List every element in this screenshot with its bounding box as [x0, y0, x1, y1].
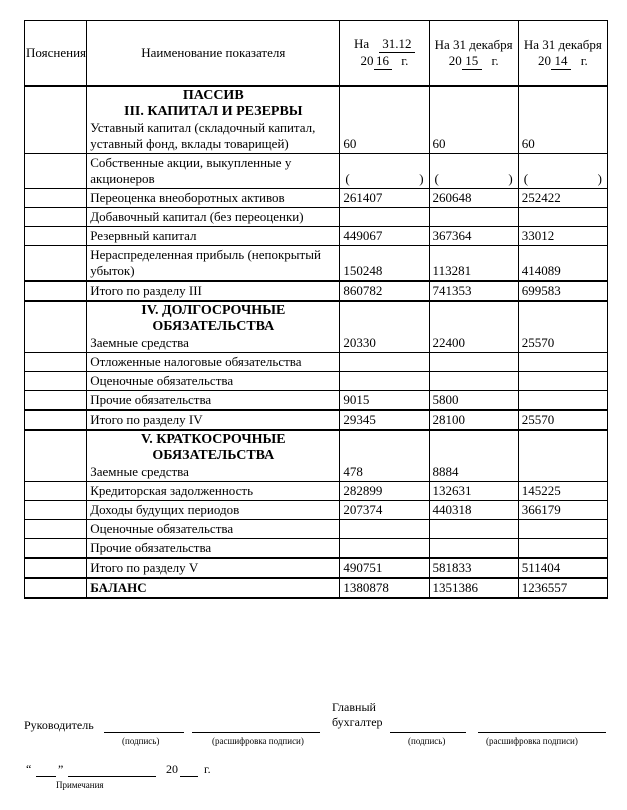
row-label: Заемные средства: [90, 335, 189, 350]
value-cell: 511404: [518, 558, 607, 578]
row-label: Оценочные обязательства: [87, 372, 340, 391]
value-cell: 33012: [518, 227, 607, 246]
row-label: Прочие обязательства: [87, 539, 340, 559]
head-sign-line: [104, 732, 184, 733]
notes-label: Примечания: [56, 780, 104, 790]
table-row: [25, 246, 608, 282]
value-cell: 367364: [429, 227, 518, 246]
section-3-title: III. КАПИТАЛ И РЕЗЕРВЫ: [124, 104, 303, 119]
table-row: [25, 520, 608, 539]
table-row: [25, 353, 608, 372]
row-label: Резервный капитал: [87, 227, 340, 246]
value-cell: 1236557: [518, 578, 607, 598]
chief-sign-caption: (подпись): [408, 736, 446, 746]
head-label: Руководитель: [24, 718, 94, 732]
table-row: [25, 372, 608, 391]
value-cell: 132631: [429, 482, 518, 501]
date-year-suffix: г.: [204, 762, 211, 776]
row-label: Кредиторская задолженность: [87, 482, 340, 501]
date-open-quote: “: [26, 762, 32, 776]
value-cell: 699583: [518, 281, 607, 301]
header-row: [25, 21, 608, 87]
value-cell: 741353: [429, 281, 518, 301]
header-name: Наименование показателя: [87, 21, 340, 87]
row-label: Переоценка внеоборотных активов: [87, 189, 340, 208]
section-5-title: V. КРАТКОСРОЧНЫЕ ОБЯЗАТЕЛЬСТВА: [140, 432, 286, 463]
row-label: Заемные средства: [90, 464, 189, 479]
chief-decode-caption: (расшифровка подписи): [486, 736, 578, 746]
row-label: Собственные акции, выкупленные у акционеров: [87, 154, 340, 189]
table-row: [25, 154, 608, 189]
table-row: [25, 430, 608, 482]
row-label: Нераспределенная прибыль (непокрытый убыток): [87, 246, 340, 282]
table-row: [25, 539, 608, 559]
value-cell: 60: [518, 86, 607, 154]
table-row: [25, 189, 608, 208]
value-cell: 414089: [518, 246, 607, 282]
value-cell: 5800: [429, 391, 518, 411]
value-cell: 150248: [340, 246, 429, 282]
value-cell: 145225: [518, 482, 607, 501]
value-cell: 207374: [340, 501, 429, 520]
value-cell: 60: [429, 86, 518, 154]
head-decode-caption: (расшифровка подписи): [212, 736, 304, 746]
row-label: Добавочный капитал (без переоценки): [87, 208, 340, 227]
chief-sign-line: [390, 732, 466, 733]
signature-footer: [0, 700, 627, 810]
value-cell: 20330: [340, 301, 429, 353]
row-label: Отложенные налоговые обязательства: [87, 353, 340, 372]
total-row: [25, 558, 608, 578]
total-row: [25, 410, 608, 430]
table-row: [25, 227, 608, 246]
head-sign-caption: (подпись): [122, 736, 160, 746]
value-cell: 1380878: [340, 578, 429, 598]
value-cell: ( ): [340, 154, 429, 189]
value-cell: 113281: [429, 246, 518, 282]
row-label: Итого по разделу IV: [87, 410, 340, 430]
value-cell: ( ): [518, 154, 607, 189]
value-cell: 478: [340, 430, 429, 482]
value-cell: 282899: [340, 482, 429, 501]
balance-row: [25, 578, 608, 598]
header-date-2016: На 31.12 20 16 г.: [340, 21, 429, 87]
date-year-line: [180, 776, 198, 777]
value-cell: 252422: [518, 189, 607, 208]
value-cell: 261407: [340, 189, 429, 208]
header-date-2014: На 31 декабря 20 14 г.: [518, 21, 607, 87]
value-cell: 490751: [340, 558, 429, 578]
value-cell: 28100: [429, 410, 518, 430]
chief-label-1: Главный: [332, 700, 376, 714]
row-label: Прочие обязательства: [87, 391, 340, 411]
header-date-2015: На 31 декабря 20 15 г.: [429, 21, 518, 87]
passiv-title: ПАССИВ: [182, 88, 244, 103]
value-cell: ( ): [429, 154, 518, 189]
date-close-quote: ”: [58, 762, 64, 776]
value-cell: 581833: [429, 558, 518, 578]
chief-label-2: бухгалтер: [332, 715, 383, 729]
section-4-title: IV. ДОЛГОСРОЧНЫЕ ОБЯЗАТЕЛЬСТВА: [141, 303, 286, 334]
value-cell: 25570: [518, 301, 607, 353]
balance-table: [24, 20, 608, 599]
row-label: Уставный капитал (складочный капитал, уставный фонд, вклады товарищей): [90, 120, 316, 151]
table-row: [25, 482, 608, 501]
value-cell: 22400: [429, 301, 518, 353]
head-decode-line: [192, 732, 320, 733]
balance-label: БАЛАНС: [87, 578, 340, 598]
row-label: Оценочные обязательства: [87, 520, 340, 539]
value-cell: 440318: [429, 501, 518, 520]
date-day-line: [36, 776, 56, 777]
table-row: [25, 208, 608, 227]
value-cell: 366179: [518, 501, 607, 520]
chief-decode-line: [478, 732, 606, 733]
table-row: [25, 86, 608, 154]
row-label: Доходы будущих периодов: [87, 501, 340, 520]
date-month-line: [68, 776, 156, 777]
value-cell: 260648: [429, 189, 518, 208]
table-row: [25, 301, 608, 353]
row-label: Итого по разделу III: [87, 281, 340, 301]
value-cell: 1351386: [429, 578, 518, 598]
value-cell: 449067: [340, 227, 429, 246]
value-cell: 60: [340, 86, 429, 154]
capital-section: [87, 86, 340, 154]
header-notes: Пояснения: [25, 21, 87, 87]
date-year-prefix: 20: [166, 762, 178, 776]
value-cell: 29345: [340, 410, 429, 430]
table-row: [25, 391, 608, 411]
table-row: [25, 501, 608, 520]
value-cell: 9015: [340, 391, 429, 411]
value-cell: 25570: [518, 410, 607, 430]
value-cell: 8884: [429, 430, 518, 482]
value-cell: 860782: [340, 281, 429, 301]
row-label: Итого по разделу V: [87, 558, 340, 578]
total-row: [25, 281, 608, 301]
